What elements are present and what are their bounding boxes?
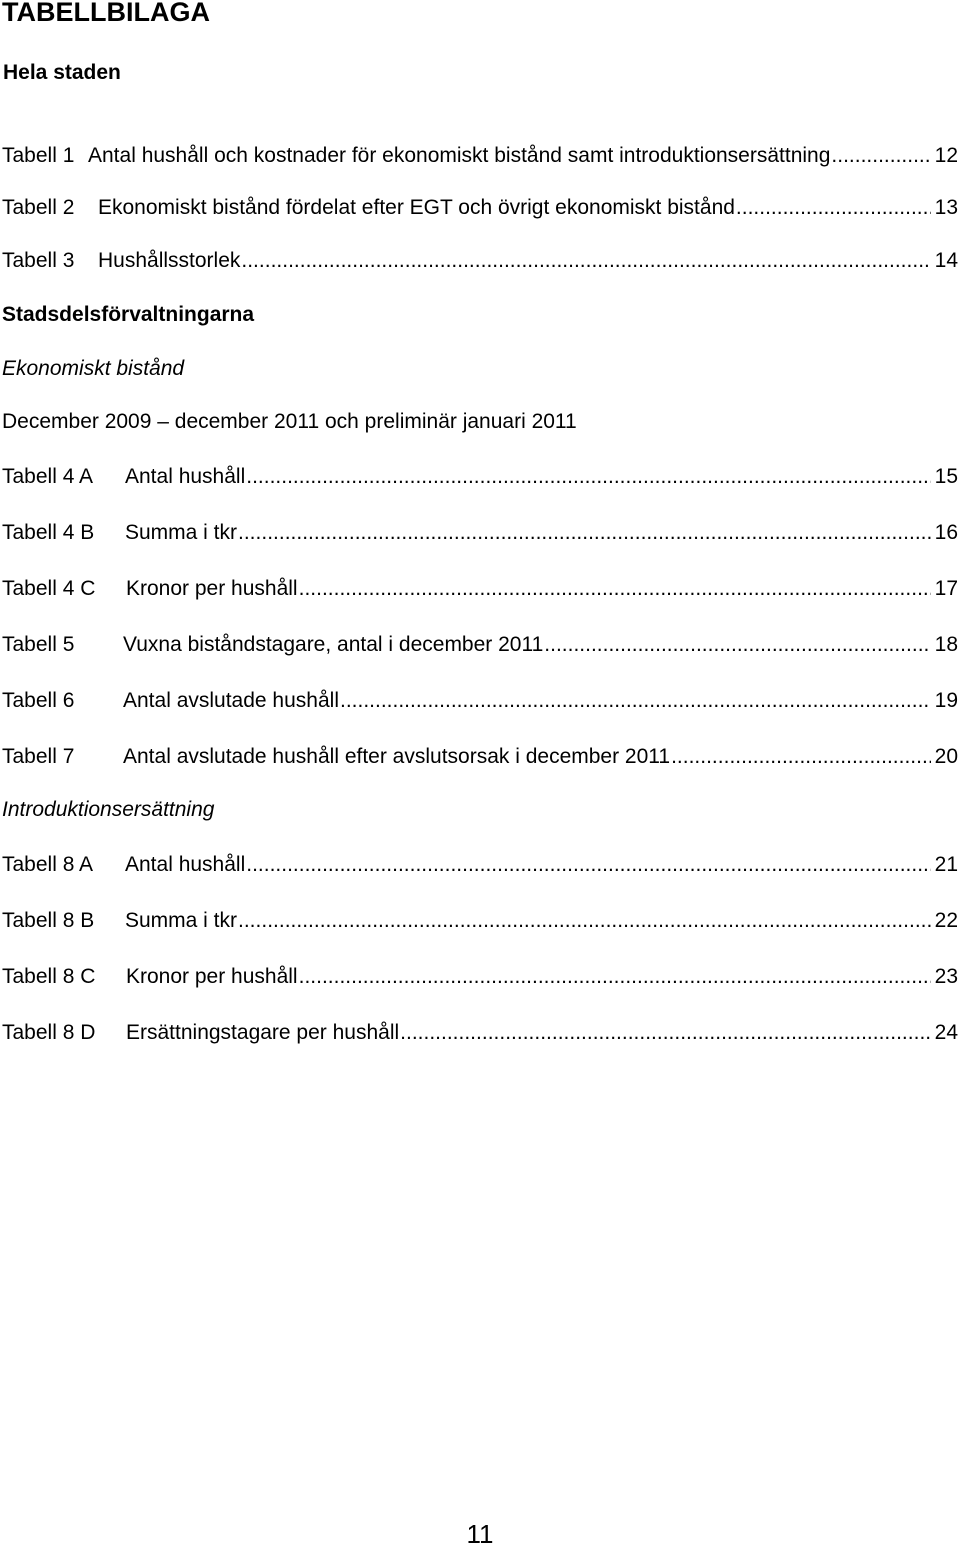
toc-entry-tabell-8b[interactable] — [2, 905, 958, 933]
toc-entry-label: Tabell 2 — [2, 196, 75, 219]
toc-entry-text: Antal avslutade hushåll — [123, 689, 339, 712]
toc-entry-text: Ersättningstagare per hushåll — [126, 1021, 400, 1044]
toc-entry-label: Tabell 5 — [2, 633, 75, 656]
toc-entry-page: 15 — [934, 465, 958, 488]
toc-entry-page: 14 — [934, 249, 958, 272]
toc-entry-text: Ekonomiskt bistånd fördelat efter EGT och övrigt ekonomiskt bistånd — [98, 196, 735, 219]
toc-leader-dots — [246, 465, 930, 489]
toc-entry-text: Summa i tkr — [125, 521, 238, 544]
toc-entry-tabell-7[interactable] — [2, 741, 958, 769]
toc-entry-tabell-8c[interactable] — [2, 961, 958, 989]
toc-leader-dots — [238, 521, 931, 545]
toc-entry-tabell-4b[interactable] — [2, 517, 958, 545]
toc-leader-dots — [736, 196, 931, 220]
toc-entry-label: Tabell 3 — [2, 249, 75, 272]
toc-entry-text: Summa i tkr — [125, 909, 238, 932]
toc-entry-page: 16 — [934, 521, 958, 544]
toc-entry-page: 17 — [934, 577, 958, 600]
toc-entry-page: 23 — [934, 965, 958, 988]
toc-entry-text: Kronor per hushåll — [126, 965, 298, 988]
toc-entry-label: Tabell 7 — [2, 745, 75, 768]
toc-entry-tabell-4c[interactable] — [2, 573, 958, 601]
toc-entry-page: 22 — [934, 909, 958, 932]
toc-leader-dots — [299, 965, 931, 989]
toc-leader-dots — [241, 249, 930, 273]
toc-entry-text: Antal hushåll — [125, 853, 246, 876]
toc-leader-dots — [831, 144, 930, 168]
toc-entry-text: Antal avslutade hushåll efter avslutsorsak i december 2011 — [123, 745, 671, 768]
toc-entry-text: Antal hushåll — [125, 465, 246, 488]
toc-leader-dots — [238, 909, 931, 933]
toc-leader-dots — [544, 633, 930, 657]
toc-entry-label: Tabell 4 A — [2, 465, 94, 488]
toc-entry-page: 24 — [934, 1021, 958, 1044]
toc-entry-label: Tabell 4 B — [2, 521, 95, 544]
toc-entry-label: Tabell 1 — [2, 144, 75, 167]
toc-entry-tabell-5[interactable] — [2, 629, 958, 657]
toc-entry-text: Kronor per hushåll — [126, 577, 298, 600]
toc-entry-tabell-2[interactable] — [2, 192, 958, 220]
toc-entry-label: Tabell 8 D — [2, 1021, 96, 1044]
toc-entry-page: 21 — [934, 853, 958, 876]
section-heading-districts: Stadsdelsförvaltningarna — [2, 303, 255, 326]
period-line: December 2009 – december 2011 och preliminär januari 2011 — [2, 410, 577, 433]
toc-entry-tabell-6[interactable] — [2, 685, 958, 713]
toc-entry-text: Vuxna biståndstagare, antal i december 2011 — [123, 633, 544, 656]
toc-entry-label: Tabell 8 B — [2, 909, 95, 932]
toc-entry-page: 13 — [934, 196, 958, 219]
toc-leader-dots — [400, 1021, 930, 1045]
toc-entry-label: Tabell 6 — [2, 689, 75, 712]
toc-entry-page: 12 — [934, 144, 958, 167]
toc-leader-dots — [246, 853, 930, 877]
toc-entry-tabell-3[interactable] — [2, 245, 958, 273]
subsection-heading-intro: Introduktionsersättning — [2, 798, 215, 821]
toc-entry-label: Tabell 4 C — [2, 577, 96, 600]
toc-entry-page: 19 — [934, 689, 958, 712]
page-title: TABELLBILAGA — [2, 0, 210, 27]
section-heading-city: Hela staden — [3, 61, 121, 84]
toc-entry-page: 20 — [934, 745, 958, 768]
toc-entry-tabell-4a[interactable] — [2, 461, 958, 489]
toc-entry-tabell-8d[interactable] — [2, 1017, 958, 1045]
toc-entry-text: Antal hushåll och kostnader för ekonomiskt bistånd samt introduktionsersättning — [88, 144, 831, 167]
toc-leader-dots — [299, 577, 931, 601]
toc-entry-label: Tabell 8 C — [2, 965, 96, 988]
toc-entry-tabell-8a[interactable] — [2, 849, 958, 877]
toc-entry-tabell-1[interactable] — [2, 140, 958, 168]
toc-entry-page: 18 — [934, 633, 958, 656]
toc-entry-text: Hushållsstorlek — [98, 249, 241, 272]
toc-entry-label: Tabell 8 A — [2, 853, 94, 876]
toc-leader-dots — [671, 745, 931, 769]
toc-leader-dots — [340, 689, 931, 713]
page-number: 11 — [466, 1519, 494, 1549]
subsection-heading-aid: Ekonomiskt bistånd — [2, 357, 185, 380]
